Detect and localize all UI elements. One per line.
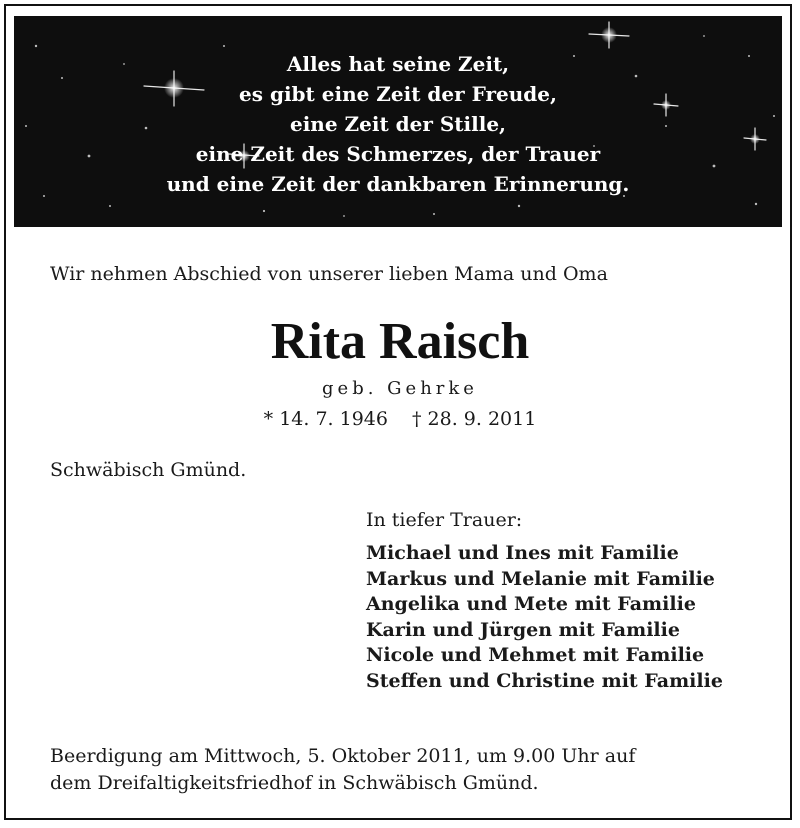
family-item: Angelika und Mete mit Familie <box>366 593 696 615</box>
poem-line: und eine Zeit der dankbaren Erinnerung. <box>166 172 630 196</box>
life-dates <box>0 408 800 430</box>
poem-line: es gibt eine Zeit der Freude, <box>239 82 557 106</box>
poem-line: eine Zeit des Schmerzes, der Trauer <box>195 142 601 166</box>
family-list <box>366 541 723 694</box>
funeral-info <box>50 743 770 797</box>
starry-banner <box>14 16 782 227</box>
deceased-name: Rita Raisch <box>270 313 530 370</box>
family-item: Steffen und Christine mit Familie <box>366 669 723 692</box>
poem-line: Alles hat seine Zeit, <box>286 52 510 76</box>
mourning-label: In tiefer Trauer: <box>366 509 523 531</box>
birth-date: * 14. 7. 1946 <box>263 408 388 430</box>
place: Schwäbisch Gmünd. <box>50 459 247 481</box>
funeral-line: Beerdigung am Mittwoch, 5. Oktober 2011, um 9.00 Uhr auf <box>50 745 636 767</box>
farewell-intro: Wir nehmen Abschied von unserer lieben Mama und Oma <box>50 263 608 285</box>
poem-line: eine Zeit der Stille, <box>289 112 507 136</box>
family-item: Nicole und Mehmet mit Familie <box>366 644 705 666</box>
family-item: Michael und Ines mit Familie <box>366 542 679 564</box>
family-item: Markus und Melanie mit Familie <box>366 567 715 590</box>
death-date: † 28. 9. 2011 <box>412 408 537 430</box>
funeral-line: dem Dreifaltigkeitsfriedhof in Schwäbisch Gmünd. <box>50 772 539 794</box>
family-item: Karin und Jürgen mit Familie <box>366 618 680 641</box>
maiden-name: geb. Gehrke <box>322 378 478 399</box>
poem <box>14 49 782 199</box>
